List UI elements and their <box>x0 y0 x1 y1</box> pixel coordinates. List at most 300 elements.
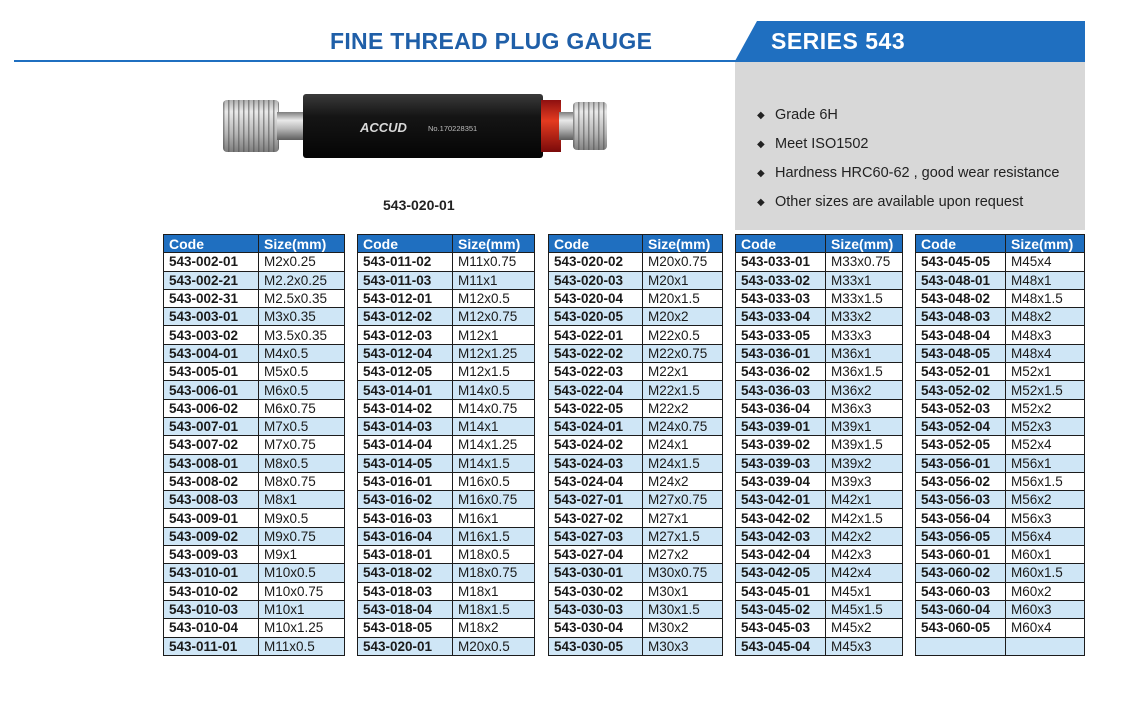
table-row <box>164 546 345 564</box>
nogo-thread-end <box>573 102 607 150</box>
code-cell: 543-006-02 <box>164 399 259 417</box>
code-cell: 543-018-02 <box>358 564 453 582</box>
size-cell: M60x4 <box>1006 619 1085 637</box>
table-row <box>736 582 903 600</box>
code-cell: 543-024-03 <box>549 454 643 472</box>
table-row <box>549 619 723 637</box>
size-cell: M16x1 <box>453 509 535 527</box>
table-row <box>916 472 1085 490</box>
size-cell: M30x1 <box>643 582 723 600</box>
product-caption: 543-020-01 <box>383 197 455 213</box>
size-cell: M18x2 <box>453 619 535 637</box>
table-row <box>916 308 1085 326</box>
table-row <box>358 289 535 307</box>
size-cell: M14x0.75 <box>453 399 535 417</box>
size-cell: M45x1 <box>826 582 903 600</box>
code-cell: 543-022-03 <box>549 363 643 381</box>
size-cell: M14x0.5 <box>453 381 535 399</box>
table-row <box>164 600 345 618</box>
code-cell: 543-024-01 <box>549 417 643 435</box>
size-cell: M10x1.25 <box>259 619 345 637</box>
size-cell: M27x1 <box>643 509 723 527</box>
table-row <box>164 454 345 472</box>
size-cell: M42x1.5 <box>826 509 903 527</box>
code-cell: 543-009-03 <box>164 546 259 564</box>
table-row <box>736 381 903 399</box>
code-cell: 543-014-01 <box>358 381 453 399</box>
size-cell: M39x3 <box>826 472 903 490</box>
size-cell: M60x1 <box>1006 546 1085 564</box>
table-row <box>164 472 345 490</box>
code-cell: 543-045-03 <box>736 619 826 637</box>
code-cell: 543-011-02 <box>358 253 453 271</box>
size-cell: M9x0.5 <box>259 509 345 527</box>
code-cell: 543-036-02 <box>736 363 826 381</box>
size-cell: M52x3 <box>1006 417 1085 435</box>
code-cell: 543-014-05 <box>358 454 453 472</box>
table-row <box>358 472 535 490</box>
code-cell: 543-008-03 <box>164 491 259 509</box>
code-cell: 543-033-01 <box>736 253 826 271</box>
code-cell: 543-052-04 <box>916 417 1006 435</box>
feature-item: ◆ Grade 6H <box>757 103 1060 132</box>
size-cell: M24x0.75 <box>643 417 723 435</box>
size-cell: M16x0.5 <box>453 472 535 490</box>
table-row <box>916 271 1085 289</box>
table-row <box>358 363 535 381</box>
code-cell: 543-020-05 <box>549 308 643 326</box>
code-cell: 543-027-04 <box>549 546 643 564</box>
feature-item: ◆ Meet ISO1502 <box>757 132 1060 161</box>
code-cell: 543-048-01 <box>916 271 1006 289</box>
code-cell: 543-009-02 <box>164 527 259 545</box>
size-cell: M48x1 <box>1006 271 1085 289</box>
size-column-header: Size(mm) <box>1006 235 1085 253</box>
code-cell: 543-018-01 <box>358 546 453 564</box>
size-cell: M39x1 <box>826 417 903 435</box>
gauge-table-4 <box>735 234 903 656</box>
table-row <box>736 253 903 271</box>
code-cell: 543-027-02 <box>549 509 643 527</box>
code-cell: 543-020-04 <box>549 289 643 307</box>
size-cell: M56x1.5 <box>1006 472 1085 490</box>
size-cell: M12x1 <box>453 326 535 344</box>
code-cell: 543-042-05 <box>736 564 826 582</box>
code-cell: 543-011-01 <box>164 637 259 655</box>
table-row <box>549 436 723 454</box>
size-cell: M7x0.75 <box>259 436 345 454</box>
feature-item: ◆ Other sizes are available upon request <box>757 190 1060 219</box>
code-cell: 543-016-01 <box>358 472 453 490</box>
code-cell: 543-030-05 <box>549 637 643 655</box>
code-cell: 543-036-03 <box>736 381 826 399</box>
table-row <box>736 344 903 362</box>
size-cell: M20x1.5 <box>643 289 723 307</box>
size-cell: M2x0.25 <box>259 253 345 271</box>
gauge-table-2 <box>357 234 535 656</box>
code-cell: 543-008-02 <box>164 472 259 490</box>
table-row <box>358 619 535 637</box>
code-cell: 543-010-01 <box>164 564 259 582</box>
code-cell: 543-018-04 <box>358 600 453 618</box>
table-row <box>549 472 723 490</box>
size-cell: M8x0.5 <box>259 454 345 472</box>
size-cell: M11x0.75 <box>453 253 535 271</box>
table-row <box>358 564 535 582</box>
code-cell: 543-004-01 <box>164 344 259 362</box>
size-cell: M52x2 <box>1006 399 1085 417</box>
table-row <box>916 491 1085 509</box>
size-cell: M3.5x0.35 <box>259 326 345 344</box>
table-row <box>736 472 903 490</box>
size-cell: M30x2 <box>643 619 723 637</box>
table-row <box>736 363 903 381</box>
code-cell: 543-045-04 <box>736 637 826 655</box>
code-cell: 543-042-04 <box>736 546 826 564</box>
table-row <box>164 363 345 381</box>
size-cell: M6x0.5 <box>259 381 345 399</box>
size-cell: M6x0.75 <box>259 399 345 417</box>
table-row <box>164 381 345 399</box>
table-row <box>358 436 535 454</box>
code-column-header: Code <box>916 235 1006 253</box>
diamond-bullet-icon: ◆ <box>757 110 765 121</box>
table-row <box>358 509 535 527</box>
table-row <box>164 308 345 326</box>
code-cell: 543-056-01 <box>916 454 1006 472</box>
series-label: SERIES 543 <box>771 28 906 54</box>
table-row <box>549 381 723 399</box>
table-row <box>736 491 903 509</box>
table-row <box>736 564 903 582</box>
size-cell: M36x1 <box>826 344 903 362</box>
code-cell: 543-002-31 <box>164 289 259 307</box>
size-cell: M27x2 <box>643 546 723 564</box>
table-row <box>736 289 903 307</box>
table-row <box>916 509 1085 527</box>
code-cell: 543-056-03 <box>916 491 1006 509</box>
code-cell <box>916 637 1006 655</box>
code-cell: 543-027-01 <box>549 491 643 509</box>
code-cell: 543-016-04 <box>358 527 453 545</box>
code-cell: 543-012-02 <box>358 308 453 326</box>
code-cell: 543-009-01 <box>164 509 259 527</box>
size-cell: M22x0.75 <box>643 344 723 362</box>
size-cell: M10x1 <box>259 600 345 618</box>
size-cell: M42x1 <box>826 491 903 509</box>
go-thread-end <box>223 100 279 152</box>
size-cell: M18x1 <box>453 582 535 600</box>
feature-item: ◆ Hardness HRC60-62 , good wear resistance <box>757 161 1060 190</box>
code-cell: 543-048-04 <box>916 326 1006 344</box>
table-row <box>164 399 345 417</box>
table-row <box>549 417 723 435</box>
size-cell: M20x0.5 <box>453 637 535 655</box>
code-cell: 543-042-03 <box>736 527 826 545</box>
size-cell: M24x1 <box>643 436 723 454</box>
code-cell: 543-022-02 <box>549 344 643 362</box>
table-row <box>736 527 903 545</box>
table-row <box>164 637 345 655</box>
size-cell: M42x3 <box>826 546 903 564</box>
code-cell: 543-033-04 <box>736 308 826 326</box>
table-row <box>164 326 345 344</box>
code-cell: 543-036-01 <box>736 344 826 362</box>
size-cell: M52x4 <box>1006 436 1085 454</box>
size-cell: M10x0.5 <box>259 564 345 582</box>
code-cell: 543-020-02 <box>549 253 643 271</box>
table-row <box>736 619 903 637</box>
size-cell: M10x0.75 <box>259 582 345 600</box>
table-row <box>549 582 723 600</box>
code-cell: 543-039-01 <box>736 417 826 435</box>
diamond-bullet-icon: ◆ <box>757 197 765 208</box>
code-cell: 543-060-05 <box>916 619 1006 637</box>
code-cell: 543-014-04 <box>358 436 453 454</box>
table-row <box>358 637 535 655</box>
table-row <box>164 289 345 307</box>
size-cell: M7x0.5 <box>259 417 345 435</box>
table-row <box>164 253 345 271</box>
code-cell: 543-060-01 <box>916 546 1006 564</box>
code-cell: 543-012-04 <box>358 344 453 362</box>
code-cell: 543-045-01 <box>736 582 826 600</box>
size-cell: M5x0.5 <box>259 363 345 381</box>
code-cell: 543-027-03 <box>549 527 643 545</box>
table-row <box>916 363 1085 381</box>
size-cell: M22x1.5 <box>643 381 723 399</box>
size-cell: M56x3 <box>1006 509 1085 527</box>
size-column-header: Size(mm) <box>826 235 903 253</box>
size-cell: M39x1.5 <box>826 436 903 454</box>
size-cell: M22x1 <box>643 363 723 381</box>
size-cell: M24x2 <box>643 472 723 490</box>
code-cell: 543-048-05 <box>916 344 1006 362</box>
code-cell: 543-016-02 <box>358 491 453 509</box>
diamond-bullet-icon: ◆ <box>757 168 765 179</box>
size-cell: M33x2 <box>826 308 903 326</box>
code-cell: 543-060-03 <box>916 582 1006 600</box>
table-row <box>916 582 1085 600</box>
feature-list <box>757 103 1060 219</box>
code-cell: 543-007-02 <box>164 436 259 454</box>
table-row <box>549 326 723 344</box>
table-row <box>358 417 535 435</box>
size-cell: M3x0.35 <box>259 308 345 326</box>
table-row <box>358 399 535 417</box>
code-cell: 543-052-03 <box>916 399 1006 417</box>
size-cell: M48x1.5 <box>1006 289 1085 307</box>
code-cell: 543-018-03 <box>358 582 453 600</box>
size-cell: M16x0.75 <box>453 491 535 509</box>
table-row <box>736 271 903 289</box>
size-cell: M42x2 <box>826 527 903 545</box>
code-cell: 543-006-01 <box>164 381 259 399</box>
size-cell: M8x0.75 <box>259 472 345 490</box>
size-cell: M11x1 <box>453 271 535 289</box>
table-row <box>164 271 345 289</box>
table-row <box>164 619 345 637</box>
code-cell: 543-018-05 <box>358 619 453 637</box>
diamond-bullet-icon: ◆ <box>757 139 765 150</box>
size-cell: M45x1.5 <box>826 600 903 618</box>
size-cell: M22x2 <box>643 399 723 417</box>
size-column-header: Size(mm) <box>453 235 535 253</box>
table-row <box>736 417 903 435</box>
table-row <box>736 637 903 655</box>
size-cell: M30x3 <box>643 637 723 655</box>
code-cell: 543-030-04 <box>549 619 643 637</box>
code-cell: 543-033-02 <box>736 271 826 289</box>
size-cell: M42x4 <box>826 564 903 582</box>
size-cell: M4x0.5 <box>259 344 345 362</box>
table-row <box>916 546 1085 564</box>
table-row <box>164 582 345 600</box>
code-column-header: Code <box>736 235 826 253</box>
size-cell: M18x0.5 <box>453 546 535 564</box>
code-cell: 543-045-05 <box>916 253 1006 271</box>
table-row <box>916 600 1085 618</box>
table-row <box>164 344 345 362</box>
code-cell: 543-012-01 <box>358 289 453 307</box>
size-cell: M9x0.75 <box>259 527 345 545</box>
table-row <box>358 253 535 271</box>
table-row <box>916 564 1085 582</box>
code-cell: 543-007-01 <box>164 417 259 435</box>
code-cell: 543-002-01 <box>164 253 259 271</box>
page-title: FINE THREAD PLUG GAUGE <box>330 28 653 54</box>
brand-logo: ACCUD <box>360 120 407 135</box>
table-row <box>358 454 535 472</box>
size-cell: M45x3 <box>826 637 903 655</box>
table-row <box>916 381 1085 399</box>
code-cell: 543-045-02 <box>736 600 826 618</box>
code-cell: 543-036-04 <box>736 399 826 417</box>
code-cell: 543-030-02 <box>549 582 643 600</box>
size-cell: M56x4 <box>1006 527 1085 545</box>
table-row <box>736 399 903 417</box>
code-cell: 543-052-05 <box>916 436 1006 454</box>
table-row <box>916 454 1085 472</box>
code-cell: 543-039-03 <box>736 454 826 472</box>
code-cell: 543-011-03 <box>358 271 453 289</box>
size-cell: M48x2 <box>1006 308 1085 326</box>
size-cell: M14x1 <box>453 417 535 435</box>
size-cell: M20x0.75 <box>643 253 723 271</box>
table-row <box>916 527 1085 545</box>
size-cell: M12x0.75 <box>453 308 535 326</box>
size-cell: M30x0.75 <box>643 564 723 582</box>
table-row <box>358 381 535 399</box>
serial-number: No.170228351 <box>428 124 478 133</box>
size-cell: M18x0.75 <box>453 564 535 582</box>
size-cell: M9x1 <box>259 546 345 564</box>
size-cell: M33x1.5 <box>826 289 903 307</box>
table-row <box>916 637 1085 655</box>
code-cell: 543-003-02 <box>164 326 259 344</box>
size-cell: M8x1 <box>259 491 345 509</box>
code-cell: 543-003-01 <box>164 308 259 326</box>
code-cell: 543-048-02 <box>916 289 1006 307</box>
code-cell: 543-022-05 <box>549 399 643 417</box>
code-cell: 543-010-04 <box>164 619 259 637</box>
size-cell: M2.2x0.25 <box>259 271 345 289</box>
code-cell: 543-022-04 <box>549 381 643 399</box>
code-cell: 543-022-01 <box>549 326 643 344</box>
go-neck <box>277 112 305 140</box>
table-row <box>164 491 345 509</box>
table-row <box>736 509 903 527</box>
table-row <box>358 546 535 564</box>
table-row <box>549 399 723 417</box>
table-row <box>916 399 1085 417</box>
table-row <box>549 546 723 564</box>
table-row <box>736 600 903 618</box>
table-row <box>358 326 535 344</box>
code-cell: 543-048-03 <box>916 308 1006 326</box>
table-row <box>549 509 723 527</box>
code-cell: 543-052-01 <box>916 363 1006 381</box>
size-cell: M52x1 <box>1006 363 1085 381</box>
size-cell: M45x4 <box>1006 253 1085 271</box>
table-row <box>549 289 723 307</box>
nogo-red-band <box>541 100 561 152</box>
table-row <box>549 271 723 289</box>
size-cell: M56x1 <box>1006 454 1085 472</box>
code-cell: 543-008-01 <box>164 454 259 472</box>
table-row <box>358 582 535 600</box>
code-cell: 543-030-03 <box>549 600 643 618</box>
size-cell: M27x0.75 <box>643 491 723 509</box>
size-cell: M60x1.5 <box>1006 564 1085 582</box>
size-cell: M22x0.5 <box>643 326 723 344</box>
code-cell: 543-030-01 <box>549 564 643 582</box>
code-cell: 543-024-04 <box>549 472 643 490</box>
code-cell: 543-056-05 <box>916 527 1006 545</box>
table-row <box>916 436 1085 454</box>
table-row <box>916 344 1085 362</box>
code-cell: 543-020-01 <box>358 637 453 655</box>
size-cell: M11x0.5 <box>259 637 345 655</box>
size-cell: M60x3 <box>1006 600 1085 618</box>
table-row <box>358 600 535 618</box>
gauge-table-1 <box>163 234 345 656</box>
code-cell: 543-033-05 <box>736 326 826 344</box>
table-row <box>549 527 723 545</box>
table-row <box>358 491 535 509</box>
size-cell: M36x3 <box>826 399 903 417</box>
size-cell: M48x3 <box>1006 326 1085 344</box>
size-column-header: Size(mm) <box>259 235 345 253</box>
size-cell: M60x2 <box>1006 582 1085 600</box>
size-cell: M16x1.5 <box>453 527 535 545</box>
table-row <box>736 326 903 344</box>
table-row <box>736 454 903 472</box>
table-row <box>164 527 345 545</box>
size-cell: M33x0.75 <box>826 253 903 271</box>
size-cell: M33x3 <box>826 326 903 344</box>
table-row <box>916 289 1085 307</box>
code-cell: 543-005-01 <box>164 363 259 381</box>
table-row <box>549 454 723 472</box>
table-row <box>358 308 535 326</box>
code-cell: 543-033-03 <box>736 289 826 307</box>
size-cell: M12x1.5 <box>453 363 535 381</box>
table-row <box>916 253 1085 271</box>
size-cell: M18x1.5 <box>453 600 535 618</box>
size-cell: M36x1.5 <box>826 363 903 381</box>
size-cell: M12x0.5 <box>453 289 535 307</box>
